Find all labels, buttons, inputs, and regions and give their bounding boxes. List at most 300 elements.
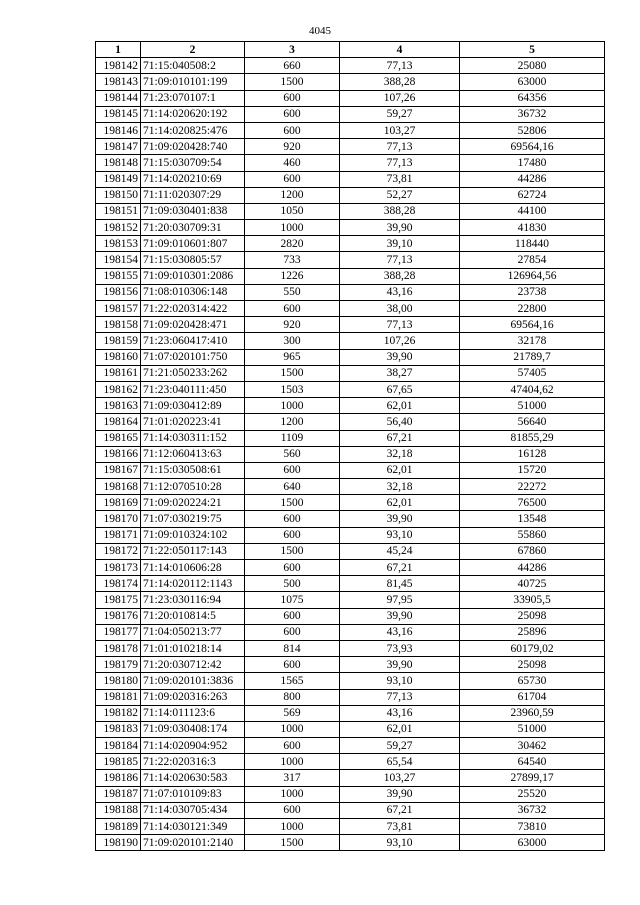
cell-area: 1226 [245, 268, 340, 284]
cell-value: 21789,7 [460, 349, 605, 365]
cell-rate: 388,28 [340, 268, 460, 284]
cell-cadastral-number: 71:09:010101:199 [141, 74, 245, 90]
table-row [96, 171, 605, 187]
column-header-1: 1 [96, 42, 141, 58]
cell-row-number: 198176 [96, 608, 141, 624]
table-row [96, 786, 605, 802]
table-row [96, 770, 605, 786]
cell-cadastral-number: 71:09:010601:807 [141, 236, 245, 252]
cell-rate: 97,95 [340, 592, 460, 608]
cell-area: 920 [245, 317, 340, 333]
cell-cadastral-number: 71:14:020630:583 [141, 770, 245, 786]
cell-cadastral-number: 71:09:020428:740 [141, 139, 245, 155]
table-row [96, 349, 605, 365]
cell-cadastral-number: 71:07:020101:750 [141, 349, 245, 365]
cell-cadastral-number: 71:23:070107:1 [141, 90, 245, 106]
cell-row-number: 198174 [96, 576, 141, 592]
table-row [96, 673, 605, 689]
cell-value: 36732 [460, 106, 605, 122]
cell-area: 600 [245, 657, 340, 673]
page-number: 4045 [309, 25, 331, 37]
cell-value: 52806 [460, 122, 605, 138]
table-row [96, 284, 605, 300]
cell-value: 61704 [460, 689, 605, 705]
cell-area: 600 [245, 462, 340, 478]
cell-area: 920 [245, 139, 340, 155]
cell-cadastral-number: 71:14:020112:1143 [141, 576, 245, 592]
table-row [96, 608, 605, 624]
cell-area: 600 [245, 90, 340, 106]
cell-value: 40725 [460, 576, 605, 592]
cell-value: 36732 [460, 802, 605, 818]
cell-rate: 59,27 [340, 738, 460, 754]
table-row [96, 802, 605, 818]
cell-cadastral-number: 71:14:030311:152 [141, 430, 245, 446]
cell-area: 600 [245, 122, 340, 138]
cell-value: 73810 [460, 819, 605, 835]
cell-area: 550 [245, 284, 340, 300]
cell-area: 1000 [245, 786, 340, 802]
cell-row-number: 198162 [96, 381, 141, 397]
cell-row-number: 198169 [96, 495, 141, 511]
cell-area: 1075 [245, 592, 340, 608]
table-row [96, 301, 605, 317]
cell-cadastral-number: 71:09:030408:174 [141, 721, 245, 737]
cell-row-number: 198149 [96, 171, 141, 187]
cell-row-number: 198151 [96, 203, 141, 219]
cell-cadastral-number: 71:14:020620:192 [141, 106, 245, 122]
cell-row-number: 198147 [96, 139, 141, 155]
cell-rate: 43,16 [340, 624, 460, 640]
cell-cadastral-number: 71:01:010218:14 [141, 640, 245, 656]
table-row [96, 835, 605, 851]
table-row [96, 657, 605, 673]
cell-value: 30462 [460, 738, 605, 754]
cell-cadastral-number: 71:22:050117:143 [141, 543, 245, 559]
cell-cadastral-number: 71:04:050213:77 [141, 624, 245, 640]
cell-value: 32178 [460, 333, 605, 349]
cell-rate: 65,54 [340, 754, 460, 770]
cell-row-number: 198164 [96, 414, 141, 430]
cell-value: 25520 [460, 786, 605, 802]
table-row [96, 187, 605, 203]
cell-cadastral-number: 71:12:070510:28 [141, 479, 245, 495]
table-row [96, 155, 605, 171]
cell-cadastral-number: 71:09:010324:102 [141, 527, 245, 543]
cell-rate: 52,27 [340, 187, 460, 203]
cell-value: 22272 [460, 479, 605, 495]
cell-area: 600 [245, 608, 340, 624]
table-row [96, 640, 605, 656]
cell-area: 600 [245, 560, 340, 576]
cell-area: 1200 [245, 414, 340, 430]
cell-row-number: 198175 [96, 592, 141, 608]
cell-row-number: 198157 [96, 301, 141, 317]
cell-area: 600 [245, 527, 340, 543]
column-header-3: 3 [245, 42, 340, 58]
cell-area: 2820 [245, 236, 340, 252]
cell-value: 69564,16 [460, 139, 605, 155]
cell-row-number: 198155 [96, 268, 141, 284]
cell-rate: 43,16 [340, 705, 460, 721]
cell-value: 118440 [460, 236, 605, 252]
cell-row-number: 198168 [96, 479, 141, 495]
cell-row-number: 198150 [96, 187, 141, 203]
table-row [96, 268, 605, 284]
cell-row-number: 198185 [96, 754, 141, 770]
cell-rate: 39,90 [340, 511, 460, 527]
cell-rate: 93,10 [340, 673, 460, 689]
table-row [96, 122, 605, 138]
cell-row-number: 198170 [96, 511, 141, 527]
cell-row-number: 198153 [96, 236, 141, 252]
table-row [96, 317, 605, 333]
cell-cadastral-number: 71:11:020307:29 [141, 187, 245, 203]
cell-value: 63000 [460, 835, 605, 851]
table-row [96, 381, 605, 397]
cell-rate: 73,81 [340, 171, 460, 187]
cell-value: 23738 [460, 284, 605, 300]
table-row [96, 462, 605, 478]
cell-row-number: 198184 [96, 738, 141, 754]
cell-rate: 388,28 [340, 203, 460, 219]
cell-value: 17480 [460, 155, 605, 171]
cell-value: 65730 [460, 673, 605, 689]
cell-cadastral-number: 71:23:030116:94 [141, 592, 245, 608]
cell-cadastral-number: 71:09:020101:2140 [141, 835, 245, 851]
cell-rate: 77,13 [340, 58, 460, 74]
cell-row-number: 198143 [96, 74, 141, 90]
cell-area: 1000 [245, 819, 340, 835]
table-body [96, 58, 605, 851]
cell-rate: 388,28 [340, 74, 460, 90]
cell-value: 44286 [460, 171, 605, 187]
cell-cadastral-number: 71:09:030412:89 [141, 398, 245, 414]
cell-row-number: 198152 [96, 220, 141, 236]
cell-rate: 32,18 [340, 446, 460, 462]
table-row [96, 689, 605, 705]
cell-row-number: 198181 [96, 689, 141, 705]
cell-cadastral-number: 71:14:011123:6 [141, 705, 245, 721]
table-row [96, 738, 605, 754]
cell-value: 63000 [460, 74, 605, 90]
table-row [96, 754, 605, 770]
table-row [96, 511, 605, 527]
cell-cadastral-number: 71:09:020224:21 [141, 495, 245, 511]
table-row [96, 414, 605, 430]
table-row [96, 106, 605, 122]
cell-value: 25098 [460, 608, 605, 624]
cell-cadastral-number: 71:23:040111:450 [141, 381, 245, 397]
cell-rate: 62,01 [340, 462, 460, 478]
cell-rate: 59,27 [340, 106, 460, 122]
cell-cadastral-number: 71:20:010814:5 [141, 608, 245, 624]
cell-value: 22800 [460, 301, 605, 317]
cell-rate: 39,90 [340, 220, 460, 236]
cell-rate: 56,40 [340, 414, 460, 430]
cell-value: 15720 [460, 462, 605, 478]
cell-area: 1500 [245, 835, 340, 851]
cell-area: 1500 [245, 495, 340, 511]
table-row [96, 446, 605, 462]
cell-value: 51000 [460, 721, 605, 737]
cell-area: 1109 [245, 430, 340, 446]
cell-value: 126964,56 [460, 268, 605, 284]
table-row [96, 90, 605, 106]
cell-row-number: 198179 [96, 657, 141, 673]
cell-rate: 39,90 [340, 786, 460, 802]
table-row [96, 576, 605, 592]
cell-cadastral-number: 71:20:030709:31 [141, 220, 245, 236]
cell-cadastral-number: 71:14:030705:434 [141, 802, 245, 818]
cell-area: 317 [245, 770, 340, 786]
cell-cadastral-number: 71:14:020210:69 [141, 171, 245, 187]
cell-area: 600 [245, 802, 340, 818]
cell-value: 13548 [460, 511, 605, 527]
cell-value: 62724 [460, 187, 605, 203]
column-header-4: 4 [340, 42, 460, 58]
cell-area: 600 [245, 511, 340, 527]
table-row [96, 58, 605, 74]
cell-area: 733 [245, 252, 340, 268]
cell-row-number: 198145 [96, 106, 141, 122]
cell-row-number: 198177 [96, 624, 141, 640]
cell-value: 16128 [460, 446, 605, 462]
cell-area: 600 [245, 624, 340, 640]
cell-area: 1500 [245, 543, 340, 559]
cell-area: 640 [245, 479, 340, 495]
cell-row-number: 198158 [96, 317, 141, 333]
cell-cadastral-number: 71:14:020904:952 [141, 738, 245, 754]
cell-rate: 77,13 [340, 689, 460, 705]
cell-row-number: 198190 [96, 835, 141, 851]
table-row [96, 560, 605, 576]
cell-area: 1000 [245, 398, 340, 414]
cell-value: 60179,02 [460, 640, 605, 656]
cell-rate: 39,90 [340, 608, 460, 624]
table-row [96, 592, 605, 608]
table-row [96, 543, 605, 559]
cell-area: 660 [245, 58, 340, 74]
cell-value: 81855,29 [460, 430, 605, 446]
cell-rate: 81,45 [340, 576, 460, 592]
cell-area: 800 [245, 689, 340, 705]
table-row [96, 398, 605, 414]
cell-cadastral-number: 71:09:020428:471 [141, 317, 245, 333]
cell-rate: 32,18 [340, 479, 460, 495]
cell-area: 814 [245, 640, 340, 656]
cell-cadastral-number: 71:20:030712:42 [141, 657, 245, 673]
cell-value: 51000 [460, 398, 605, 414]
cell-cadastral-number: 71:15:030508:61 [141, 462, 245, 478]
cell-row-number: 198146 [96, 122, 141, 138]
cell-rate: 39,90 [340, 349, 460, 365]
table-row [96, 74, 605, 90]
cell-area: 500 [245, 576, 340, 592]
cell-rate: 107,26 [340, 90, 460, 106]
cell-cadastral-number: 71:09:010301:2086 [141, 268, 245, 284]
cell-row-number: 198186 [96, 770, 141, 786]
cell-rate: 77,13 [340, 139, 460, 155]
cell-value: 25080 [460, 58, 605, 74]
cell-cadastral-number: 71:21:050233:262 [141, 365, 245, 381]
cell-rate: 45,24 [340, 543, 460, 559]
cell-cadastral-number: 71:01:020223:41 [141, 414, 245, 430]
table-row [96, 365, 605, 381]
table-row [96, 721, 605, 737]
cell-row-number: 198178 [96, 640, 141, 656]
cell-cadastral-number: 71:23:060417:410 [141, 333, 245, 349]
table-row [96, 430, 605, 446]
cell-row-number: 198154 [96, 252, 141, 268]
cell-row-number: 198173 [96, 560, 141, 576]
table-row [96, 527, 605, 543]
cell-rate: 67,21 [340, 802, 460, 818]
column-header-2: 2 [141, 42, 245, 58]
cell-area: 1500 [245, 74, 340, 90]
cell-area: 600 [245, 301, 340, 317]
cell-area: 600 [245, 171, 340, 187]
cell-value: 44100 [460, 203, 605, 219]
cell-rate: 103,27 [340, 770, 460, 786]
cell-rate: 62,01 [340, 721, 460, 737]
cell-area: 600 [245, 106, 340, 122]
cell-area: 460 [245, 155, 340, 171]
cell-value: 23960,59 [460, 705, 605, 721]
cell-rate: 39,90 [340, 657, 460, 673]
table-row [96, 220, 605, 236]
cell-rate: 38,00 [340, 301, 460, 317]
cell-cadastral-number: 71:14:010606:28 [141, 560, 245, 576]
cell-value: 56640 [460, 414, 605, 430]
table-row [96, 624, 605, 640]
cell-rate: 73,93 [340, 640, 460, 656]
cell-cadastral-number: 71:15:030709:54 [141, 155, 245, 171]
cell-row-number: 198183 [96, 721, 141, 737]
table-row [96, 705, 605, 721]
cell-cadastral-number: 71:14:020825:476 [141, 122, 245, 138]
cell-area: 1500 [245, 365, 340, 381]
cell-cadastral-number: 71:07:030219:75 [141, 511, 245, 527]
table-row [96, 333, 605, 349]
cell-cadastral-number: 71:14:030121:349 [141, 819, 245, 835]
cell-rate: 62,01 [340, 495, 460, 511]
cell-value: 41830 [460, 220, 605, 236]
cell-row-number: 198189 [96, 819, 141, 835]
cell-cadastral-number: 71:08:010306:148 [141, 284, 245, 300]
cell-row-number: 198167 [96, 462, 141, 478]
cell-cadastral-number: 71:09:020316:263 [141, 689, 245, 705]
cell-row-number: 198182 [96, 705, 141, 721]
data-table [95, 41, 605, 851]
cell-cadastral-number: 71:09:030401:838 [141, 203, 245, 219]
cell-area: 1000 [245, 754, 340, 770]
cell-area: 600 [245, 738, 340, 754]
cell-row-number: 198159 [96, 333, 141, 349]
cell-value: 64356 [460, 90, 605, 106]
cell-rate: 38,27 [340, 365, 460, 381]
cell-row-number: 198166 [96, 446, 141, 462]
cell-row-number: 198161 [96, 365, 141, 381]
cell-rate: 103,27 [340, 122, 460, 138]
cell-cadastral-number: 71:15:040508:2 [141, 58, 245, 74]
cell-value: 27899,17 [460, 770, 605, 786]
cell-value: 47404,62 [460, 381, 605, 397]
cell-cadastral-number: 71:22:020316:3 [141, 754, 245, 770]
cell-rate: 67,21 [340, 430, 460, 446]
cell-area: 560 [245, 446, 340, 462]
table-row [96, 139, 605, 155]
cell-rate: 67,21 [340, 560, 460, 576]
table-row [96, 203, 605, 219]
cell-value: 27854 [460, 252, 605, 268]
cell-value: 64540 [460, 754, 605, 770]
cell-cadastral-number: 71:12:060413:63 [141, 446, 245, 462]
cell-rate: 39,10 [340, 236, 460, 252]
table-header-row [96, 42, 605, 58]
cell-row-number: 198160 [96, 349, 141, 365]
cell-rate: 93,10 [340, 835, 460, 851]
cell-rate: 77,13 [340, 155, 460, 171]
cell-area: 1000 [245, 220, 340, 236]
cell-row-number: 198165 [96, 430, 141, 446]
cell-value: 67860 [460, 543, 605, 559]
cell-value: 76500 [460, 495, 605, 511]
cell-rate: 93,10 [340, 527, 460, 543]
table-row [96, 236, 605, 252]
cell-row-number: 198171 [96, 527, 141, 543]
cell-rate: 67,65 [340, 381, 460, 397]
table-row [96, 495, 605, 511]
cell-row-number: 198144 [96, 90, 141, 106]
cell-value: 33905,5 [460, 592, 605, 608]
table-row [96, 819, 605, 835]
cell-rate: 43,16 [340, 284, 460, 300]
cell-row-number: 198163 [96, 398, 141, 414]
cell-area: 1565 [245, 673, 340, 689]
table-row [96, 252, 605, 268]
cell-row-number: 198148 [96, 155, 141, 171]
column-header-5: 5 [460, 42, 605, 58]
cell-row-number: 198172 [96, 543, 141, 559]
cell-row-number: 198187 [96, 786, 141, 802]
cell-area: 300 [245, 333, 340, 349]
cell-area: 1503 [245, 381, 340, 397]
cell-area: 1200 [245, 187, 340, 203]
cell-value: 55860 [460, 527, 605, 543]
cell-cadastral-number: 71:22:020314:422 [141, 301, 245, 317]
cell-value: 44286 [460, 560, 605, 576]
cell-area: 569 [245, 705, 340, 721]
cell-rate: 107,26 [340, 333, 460, 349]
cell-rate: 73,81 [340, 819, 460, 835]
cell-row-number: 198188 [96, 802, 141, 818]
cell-cadastral-number: 71:09:020101:3836 [141, 673, 245, 689]
cell-value: 25098 [460, 657, 605, 673]
cell-cadastral-number: 71:07:010109:83 [141, 786, 245, 802]
cell-value: 69564,16 [460, 317, 605, 333]
table-row [96, 479, 605, 495]
cell-rate: 77,13 [340, 252, 460, 268]
cell-area: 1050 [245, 203, 340, 219]
cell-rate: 62,01 [340, 398, 460, 414]
cell-row-number: 198156 [96, 284, 141, 300]
cell-value: 57405 [460, 365, 605, 381]
cell-area: 965 [245, 349, 340, 365]
cell-row-number: 198180 [96, 673, 141, 689]
cell-cadastral-number: 71:15:030805:57 [141, 252, 245, 268]
cell-area: 1000 [245, 721, 340, 737]
